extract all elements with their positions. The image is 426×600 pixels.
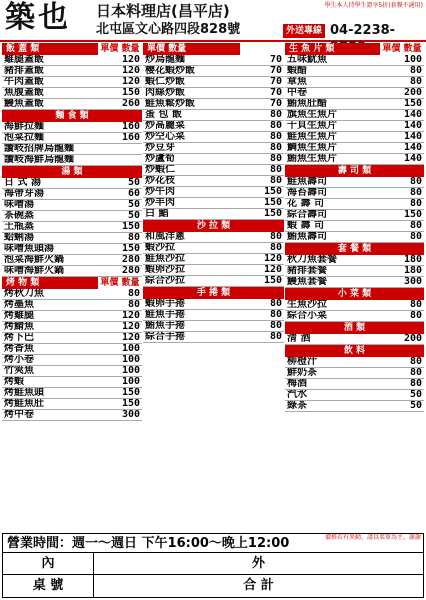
item-name: 干貝生魚片: [287, 121, 337, 131]
item-price: 80: [269, 131, 282, 142]
item-price: 70: [269, 87, 282, 98]
section-header: [143, 220, 284, 232]
item-price: 70: [269, 54, 282, 65]
menu-item[interactable]: [143, 209, 284, 220]
item-price: 80: [409, 378, 422, 389]
menu-item[interactable]: [143, 187, 284, 198]
item-price: 120: [121, 321, 140, 332]
item-name: 蝦卵手捲: [145, 299, 185, 309]
menu-item[interactable]: [285, 334, 424, 345]
section-title: 沙 拉 類: [143, 220, 284, 232]
item-price: 200: [403, 333, 422, 344]
item-price: 150: [121, 387, 140, 398]
menu-item[interactable]: [285, 188, 424, 199]
item-name: 梅酒: [287, 379, 307, 389]
item-name: 蛋 包 飯: [145, 110, 182, 120]
header: [0, 0, 426, 42]
item-name: 炒蝦仁: [145, 165, 175, 175]
item-price: 280: [121, 265, 140, 276]
item-price: 120: [121, 332, 140, 343]
menu-item[interactable]: [2, 366, 142, 377]
item-name: 蝦沙拉: [145, 243, 175, 253]
item-name: 生魚沙拉: [287, 300, 327, 310]
item-name: 炒高麗菜: [145, 121, 185, 131]
item-price: 300: [403, 276, 422, 287]
menu-item[interactable]: [143, 243, 284, 254]
item-name: 海苔壽司: [287, 188, 327, 198]
menu-item[interactable]: [143, 99, 284, 110]
takeout-label[interactable]: 外: [93, 553, 423, 574]
item-name: 櫻花蝦炒飯: [145, 66, 195, 76]
item-name: 炒牛肉: [145, 187, 175, 197]
item-name: 蛤蜊湯: [4, 233, 34, 243]
section-header: [2, 166, 142, 178]
section-header: [143, 43, 284, 55]
total-label[interactable]: 合 計: [93, 575, 423, 597]
item-name: 旗魚生魚片: [287, 110, 337, 120]
item-name: 清 酒: [287, 334, 311, 344]
section-header: [285, 165, 424, 177]
item-price: 150: [403, 98, 422, 109]
item-price: 80: [409, 187, 422, 198]
item-price: 140: [403, 120, 422, 131]
item-name: 竹筴魚: [4, 366, 34, 376]
table-total-row: [3, 575, 423, 597]
section-title: 酒 類: [285, 322, 424, 334]
item-name: 烤下巴: [4, 333, 34, 343]
menu-item[interactable]: [2, 333, 142, 344]
item-price: 120: [121, 310, 140, 321]
menu-item[interactable]: [143, 176, 284, 187]
item-name: 肉絲炒飯: [145, 88, 185, 98]
item-price: 150: [263, 197, 282, 208]
item-price: 100: [121, 343, 140, 354]
item-name: 綜合手捲: [145, 332, 185, 342]
menu-item[interactable]: [2, 311, 142, 322]
section-title: 手 捲 類: [143, 287, 284, 299]
menu-item[interactable]: [285, 368, 424, 379]
item-name: 讚岐海鮮烏龍麵: [4, 155, 74, 165]
menu-item[interactable]: [143, 55, 284, 66]
item-name: 綜合小菜: [287, 311, 327, 321]
menu-item[interactable]: [2, 133, 142, 144]
item-name: 蝦醋: [287, 66, 307, 76]
menu-item[interactable]: [143, 299, 284, 310]
item-name: 烤秋刀魚: [4, 289, 44, 299]
menu-item[interactable]: [285, 311, 424, 322]
item-price: 60: [127, 188, 140, 199]
section-title: 壽 司 類: [285, 165, 424, 177]
menu-item[interactable]: [2, 155, 142, 166]
item-price: 80: [269, 175, 282, 186]
item-price: 160: [121, 132, 140, 143]
item-price: 140: [403, 109, 422, 120]
section-title: 小 菜 類: [285, 288, 424, 300]
menu-item[interactable]: [2, 55, 142, 66]
address: 北屯區文心路四段828號: [96, 22, 241, 37]
menu-item[interactable]: [2, 255, 142, 266]
item-price: 80: [409, 76, 422, 87]
menu-item[interactable]: [2, 399, 142, 410]
section-title: 飯 蓋 類: [2, 43, 98, 55]
item-name: 綜合沙拉: [145, 276, 185, 286]
item-name: 烤墨魚: [4, 300, 34, 310]
menu-item[interactable]: [2, 377, 142, 388]
menu-item[interactable]: [143, 254, 284, 265]
item-name: 海鮮拉麵: [4, 122, 44, 132]
item-price: 280: [121, 254, 140, 265]
item-name: 鮪魚肚醋: [287, 99, 327, 109]
menu-column-a: [2, 43, 142, 533]
item-name: 蝦 壽 司: [287, 221, 324, 231]
section-title: 單價 數量: [143, 43, 240, 55]
item-price: 80: [409, 176, 422, 187]
menu-column-b: [143, 43, 284, 533]
restaurant-name: 日本料理店(昌平店): [96, 2, 230, 20]
item-price: 50: [127, 199, 140, 210]
menu-item[interactable]: [2, 266, 142, 277]
menu-item[interactable]: [2, 355, 142, 366]
section-title: 湯 類: [2, 166, 142, 178]
dine-in-label[interactable]: 內: [41, 556, 55, 571]
menu-item[interactable]: [143, 232, 284, 243]
item-name: 炒蘆筍: [145, 154, 175, 164]
menu-item[interactable]: [2, 144, 142, 155]
menu-item[interactable]: [2, 244, 142, 255]
item-price: 80: [269, 331, 282, 342]
item-name: 鮪魚壽司: [287, 232, 327, 242]
business-hours: [3, 534, 423, 553]
item-name: 炒豆芽: [145, 143, 175, 153]
item-name: 烤小卷: [4, 355, 34, 365]
menu-item[interactable]: [285, 232, 424, 243]
item-price: 80: [127, 232, 140, 243]
menu-item[interactable]: [285, 277, 424, 288]
menu-item[interactable]: [2, 222, 142, 233]
menu-item[interactable]: [2, 66, 142, 77]
section-title: 飲 料: [285, 345, 424, 357]
column-label: 單價 數量: [98, 277, 142, 289]
item-price: 80: [409, 299, 422, 310]
menu-item[interactable]: [143, 165, 284, 176]
brand-logo: 築也: [5, 0, 71, 35]
item-price: 80: [269, 153, 282, 164]
item-price: 80: [127, 299, 140, 310]
item-price: 80: [269, 142, 282, 153]
item-price: 120: [263, 253, 282, 264]
item-name: 鮭魚手捲: [145, 310, 185, 320]
menu-item[interactable]: [143, 77, 284, 88]
item-name: 讚岐招牌烏龍麵: [4, 144, 74, 154]
menu-item[interactable]: [143, 110, 284, 121]
item-price: 50: [127, 210, 140, 221]
item-name: 烤雞腿: [4, 311, 34, 321]
item-name: 茶碗蒸: [4, 211, 34, 221]
item-name: 土瓶蒸: [4, 222, 34, 232]
item-name: 牛肉蓋飯: [4, 77, 44, 87]
item-price: 80: [269, 320, 282, 331]
item-name: 蝦仁炒飯: [145, 77, 185, 87]
item-price: 80: [409, 356, 422, 367]
item-name: 味噌湯: [4, 200, 34, 210]
menu-item[interactable]: [143, 121, 284, 132]
item-name: 炒空心菜: [145, 132, 185, 142]
section-title: 麵 食 類: [2, 110, 142, 122]
menu-item[interactable]: [2, 189, 142, 200]
item-name: 泡菜海鮮火鍋: [4, 255, 64, 265]
item-name: 花 壽 司: [287, 199, 324, 209]
menu-item[interactable]: [143, 88, 284, 99]
item-price: 150: [403, 209, 422, 220]
item-price: 80: [127, 288, 140, 299]
section-header: [2, 43, 142, 55]
item-name: 豬排套餐: [287, 266, 327, 276]
item-price: 120: [263, 264, 282, 275]
item-price: 120: [121, 65, 140, 76]
item-price: 140: [403, 131, 422, 142]
item-name: 綜合壽司: [287, 210, 327, 220]
item-name: 蝦卵沙拉: [145, 265, 185, 275]
item-name: 鮭魚鬆炒飯: [145, 99, 195, 109]
item-price: 150: [121, 243, 140, 254]
item-price: 80: [409, 310, 422, 321]
item-price: 80: [409, 220, 422, 231]
menu-item[interactable]: [2, 77, 142, 88]
menu-item[interactable]: [143, 321, 284, 332]
menu-item[interactable]: [143, 143, 284, 154]
item-name: 五味魷魚: [287, 55, 327, 65]
item-price: 80: [269, 231, 282, 242]
item-price: 80: [409, 231, 422, 242]
item-price: 150: [263, 208, 282, 219]
item-name: 鮭魚生魚片: [287, 132, 337, 142]
item-price: 180: [403, 265, 422, 276]
menu-item[interactable]: [2, 178, 142, 189]
item-price: 160: [121, 121, 140, 132]
item-price: 80: [269, 309, 282, 320]
item-price: 80: [269, 242, 282, 253]
item-name: 烤香魚: [4, 344, 34, 354]
item-name: 鮮奶茶: [287, 368, 317, 378]
menu-item[interactable]: [143, 132, 284, 143]
section-title: 生 魚 片 類: [285, 43, 380, 55]
menu-item[interactable]: [2, 344, 142, 355]
menu-item[interactable]: [2, 289, 142, 300]
menu-item[interactable]: [143, 276, 284, 287]
menu-item[interactable]: [2, 410, 142, 421]
item-name: 鰻魚套餐: [287, 277, 327, 287]
item-price: 70: [269, 98, 282, 109]
item-price: 100: [121, 376, 140, 387]
section-header: [285, 288, 424, 300]
item-name: 鮭魚沙拉: [145, 254, 185, 264]
section-header: [285, 345, 424, 357]
item-price: 150: [263, 186, 282, 197]
item-name: 鰻魚蓋飯: [4, 99, 44, 109]
menu-column-c: [285, 43, 424, 533]
phone-number[interactable]: 04-2238-: [330, 23, 396, 38]
delivery-label: 外送專線: [283, 24, 325, 38]
menu-item[interactable]: [2, 388, 142, 399]
item-price: 150: [121, 87, 140, 98]
menu-item[interactable]: [2, 322, 142, 333]
item-name: 鮪魚手捲: [145, 321, 185, 331]
menu-item[interactable]: [2, 200, 142, 211]
menu-item[interactable]: [285, 357, 424, 368]
menu-item[interactable]: [143, 154, 284, 165]
menu-item[interactable]: [285, 210, 424, 221]
item-price: 50: [127, 177, 140, 188]
item-name: 味噌海鮮火鍋: [4, 266, 64, 276]
item-price: 50: [409, 389, 422, 400]
item-name: 鮪魚生魚片: [287, 154, 337, 164]
menu-item[interactable]: [285, 221, 424, 232]
item-price: 150: [121, 398, 140, 409]
column-label: 單價 數量: [380, 43, 424, 55]
menu-item[interactable]: [2, 300, 142, 311]
item-name: 泡菜拉麵: [4, 133, 44, 143]
item-name: 中卷: [287, 88, 307, 98]
item-name: 海帶芽湯: [4, 189, 44, 199]
menu-item[interactable]: [143, 198, 284, 209]
item-name: 炒羊肉: [145, 198, 175, 208]
menu-item[interactable]: [143, 265, 284, 276]
item-name: 魚腹蓋飯: [4, 88, 44, 98]
item-name: 烤蝦: [4, 377, 24, 387]
item-price: 300: [121, 409, 140, 420]
item-price: 80: [409, 65, 422, 76]
item-price: 120: [121, 54, 140, 65]
section-title: 套 餐 類: [285, 243, 424, 255]
item-name: 雞腿蓋飯: [4, 55, 44, 65]
item-price: 120: [121, 76, 140, 87]
item-price: 100: [121, 365, 140, 376]
item-price: 80: [269, 164, 282, 175]
item-name: 白 鯧: [145, 209, 169, 219]
column-label: 單價 數量: [98, 43, 142, 55]
menu-item[interactable]: [285, 154, 424, 165]
menu-item[interactable]: [2, 122, 142, 133]
item-name: 烤鮭魚頭: [4, 388, 44, 398]
item-price: 260: [121, 98, 140, 109]
item-name: 鮭魚壽司: [287, 177, 327, 187]
item-price: 70: [269, 65, 282, 76]
menu-item[interactable]: [285, 300, 424, 311]
item-name: 烤鮭魚肚: [4, 399, 44, 409]
section-title: 烤 物 類: [2, 277, 98, 289]
item-name: 烤中卷: [4, 410, 34, 420]
item-name: 章魚: [287, 77, 307, 87]
menu-item[interactable]: [143, 66, 284, 77]
item-name: 鯛魚生魚片: [287, 143, 337, 153]
item-price: 140: [403, 142, 422, 153]
menu-item[interactable]: [2, 99, 142, 110]
section-header: [2, 277, 142, 289]
menu-item[interactable]: [143, 332, 284, 343]
item-price: 80: [269, 120, 282, 131]
menu-item[interactable]: [2, 211, 142, 222]
item-name: 秋刀魚套餐: [287, 255, 337, 265]
item-price: 180: [403, 254, 422, 265]
item-name: 味噌魚頭湯: [4, 244, 54, 254]
item-name: 綠茶: [287, 401, 307, 411]
item-name: 炒花枝: [145, 176, 175, 186]
menu-item[interactable]: [143, 310, 284, 321]
item-price: 50: [409, 400, 422, 411]
menu-item[interactable]: [2, 233, 142, 244]
item-price: 70: [269, 76, 282, 87]
order-info-table: [2, 533, 424, 598]
item-price: 200: [403, 87, 422, 98]
section-header: [143, 287, 284, 299]
menu-item[interactable]: [285, 379, 424, 390]
dine-type-row: [3, 553, 423, 575]
menu-item[interactable]: [2, 88, 142, 99]
promo-note: 學生本人持學生證享5折(套餐不適用): [324, 2, 423, 9]
item-price: 140: [403, 153, 422, 164]
item-name: 柳橙汁: [287, 357, 317, 367]
item-price: 80: [409, 198, 422, 209]
menu-item[interactable]: [285, 177, 424, 188]
item-price: 150: [263, 275, 282, 286]
menu-item[interactable]: [285, 66, 424, 77]
item-price: 100: [403, 54, 422, 65]
menu-item[interactable]: [285, 390, 424, 401]
item-name: 豬排蓋飯: [4, 66, 44, 76]
item-price: 80: [269, 298, 282, 309]
table-number-label[interactable]: 桌 號: [32, 578, 64, 593]
section-header: [2, 110, 142, 122]
price-note: 價格若有異動，請以菜單為主，謝謝: [324, 534, 421, 541]
item-name: 炒烏龍麵: [145, 55, 185, 65]
business-hours-text: 營業時間：週一～週日 下午16:00～晚上12:00: [7, 536, 290, 551]
menu-item[interactable]: [285, 55, 424, 66]
item-price: 80: [269, 109, 282, 120]
item-price: 80: [409, 367, 422, 378]
item-name: 烤鯖魚: [4, 322, 34, 332]
item-name: 和風洋蔥: [145, 232, 185, 242]
item-name: 日 式 湯: [4, 178, 41, 188]
menu-item[interactable]: [285, 401, 424, 412]
item-price: 150: [121, 221, 140, 232]
item-name: 汽水: [287, 390, 307, 400]
item-price: 100: [121, 354, 140, 365]
